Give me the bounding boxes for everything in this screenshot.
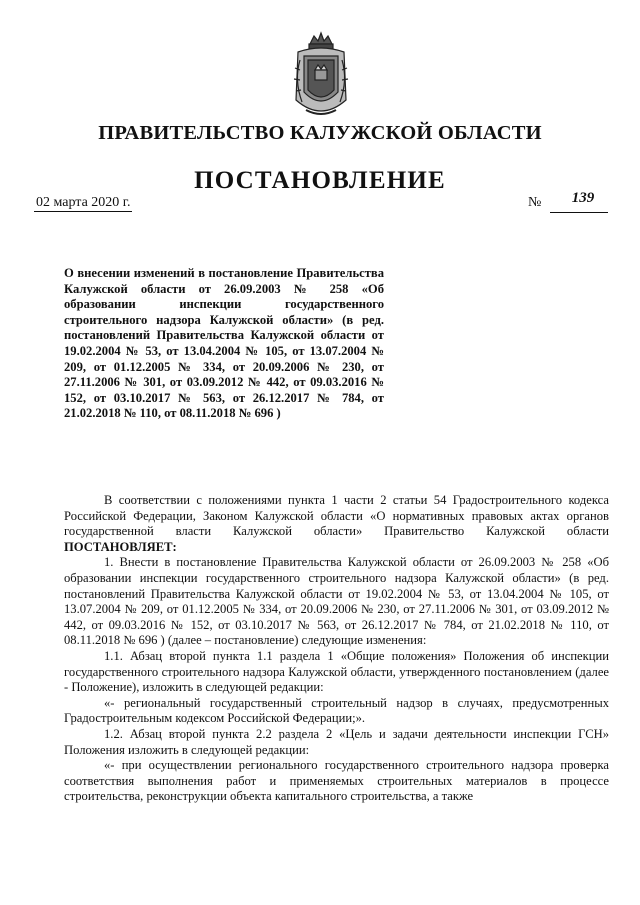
paragraph-item-1: 1. Внести в постановление Правительства Калужской области от 26.09.2003 № 258 «Об образовании инспекции государственного строительного надзора Калужской области» (в ред. постановлений Правительства Калужской области от 19.02.2004 № 53, от 13.04.2004 № 105, от 13.07.2004 № 209, от 01.12.2005 № 334, от 20.09.2006 № 230, от 27.11.2006 № 301, от 03.09.2012 № 442, от 09.03.2016 № 152, от 03.10.2017 № 563, от 26.12.2017 № 784, от 21.02.2018 № 110, от 08.11.2018 № 696 ) (далее – постановление) следующие изменения: <box>64 555 609 648</box>
decree-number <box>528 190 595 211</box>
decree-heading: О внесении изменений в постановление Правительства Калужской области от 26.09.2003 № 258 «Об образовании инспекции государственного строительного надзора Калужской области» (в ред. постановлений Правительства Калужской области от 19.02.2004 № 53, от 13.04.2004 № 105, от 13.07.2004 № 209, от 01.12.2005 № 334, от 20.09.2006 № 230, от 27.11.2006 № 301, от 03.09.2012 № 442, от 09.03.2016 № 152, от 03.10.2017 № 563, от 26.12.2017 № 784, от 21.02.2018 № 110, от 08.11.2018 № 696 ) <box>64 266 384 421</box>
number-underline <box>550 212 608 213</box>
resolves-word: ПОСТАНОВЛЯЕТ: <box>64 539 177 554</box>
preamble-text: В соответствии с положениями пункта 1 части 2 статьи 54 Градостроительного кодекса Российской Федерации, Законом Калужской области «О нормативных правовых актах органов государственной власти Калужской области» Правительство Калужской области <box>64 493 609 539</box>
date-underline <box>34 211 132 212</box>
document-type-title: ПОСТАНОВЛЕНИЕ <box>194 167 446 194</box>
paragraph-item-1-1: 1.1. Абзац второй пункта 1.1 раздела 1 «Общие положения» Положения об инспекции государственного строительного надзора Калужской области, утвержденного постановлением (далее - Положение), изложить в следующей редакции: <box>64 648 609 695</box>
decree-date <box>36 195 130 211</box>
number-label: № <box>528 195 542 210</box>
paragraph-item-1-2: 1.2. Абзац второй пункта 2.2 раздела 2 «Цель и задачи деятельности инспекции ГСН» Положения изложить в следующей редакции: <box>64 726 609 757</box>
government-name: ПРАВИТЕЛЬСТВО КАЛУЖСКОЙ ОБЛАСТИ <box>98 122 542 144</box>
paragraph-quote-1: «- региональный государственный строительный надзор в случаях, предусмотренных Градостроительным кодексом Российской Федерации;». <box>64 695 609 726</box>
decree-date-text: 02 марта 2020 г. <box>36 195 131 210</box>
paragraph-preamble <box>64 493 609 555</box>
number-value-handwritten: 139 <box>571 190 595 206</box>
decree-body <box>64 493 609 805</box>
paragraph-quote-2: «- при осуществлении регионального государственного строительного надзора проверка соответствия выполнения работ и применяемых строительных материалов в процессе строительства, реконструкции объекта капитального строительства, а также <box>64 758 609 804</box>
coat-of-arms-emblem <box>290 30 352 122</box>
